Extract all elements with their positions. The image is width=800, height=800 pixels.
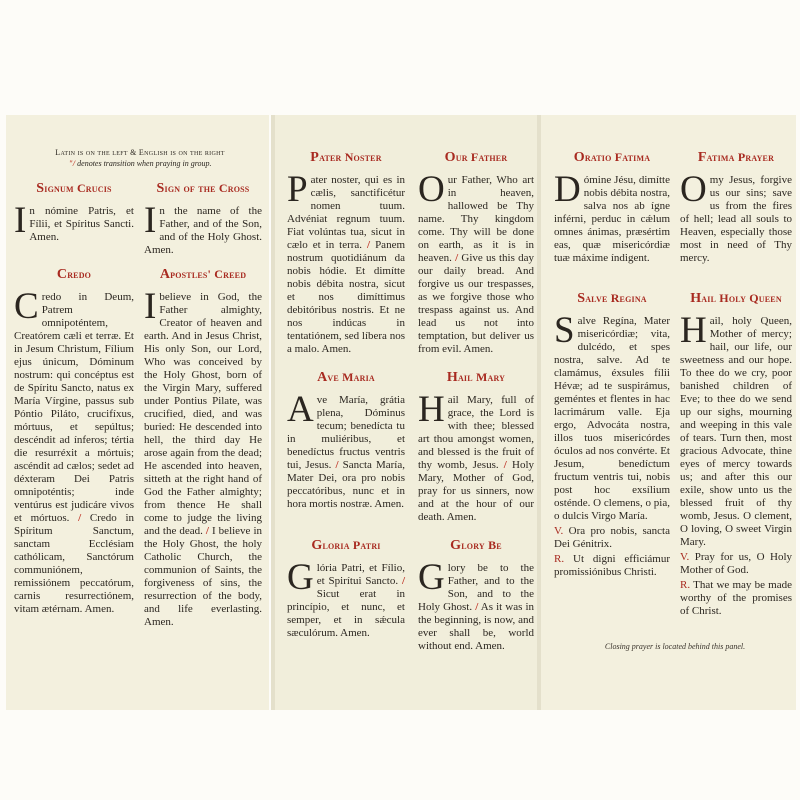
- versicle-text: Pray for us, O Holy Mother of God.: [680, 551, 792, 576]
- prayer-body: Credo in Spíritum Sanctum, sanctam Ecclésiam cathólicam, Sanctórum communiónem, remissiónem peccatórum, carnis resurrectiónem, vitam ætérnam. Amen.: [14, 512, 134, 615]
- prayer-text: [418, 169, 534, 356]
- signum-crucis-section: [14, 181, 134, 244]
- prayer-text: [14, 200, 134, 244]
- prayer-text: [144, 200, 262, 257]
- prayer-body: n nómine Patris, et Fílii, et Spíritus Sancti. Amen.: [29, 205, 134, 243]
- section-title: Pater Noster: [310, 150, 382, 165]
- section-title: Oratio Fatima: [573, 150, 651, 165]
- prayer-body: redo in Deum, Patrem omnipoténtem, Creatórem cæli et terræ. Et in Jesum Christum, Fílium ejus únicum, Dóminum nostrum: qui concéptus est de Spíritu Sancto, natus ex María Vírgine, passus sub Póntio Piláto, crucifíxus, mórtuus, et sepúltus; descéndit ad ínferos; tértia die resurréxit a mórtuis; ascéndit ad cælos; sedet ad déxteram Dei Patris omnipoténtis; inde ventúrus est judicáre vivos et mórtuos.: [14, 291, 134, 524]
- prayer-text: [680, 310, 792, 618]
- transition-note-line: [20, 158, 260, 169]
- prayer-body: ail Mary, full of grace, the Lord is with thee; blessed art thou amongst women, and blessed is the fruit of thy womb, Jesus.: [418, 394, 534, 471]
- prayer-body: lory be to the Father, and to the Son, and to the Holy Ghost.: [418, 562, 534, 613]
- section-title: Glory Be: [450, 538, 502, 553]
- section-title: Salve Regina: [577, 291, 647, 306]
- transition-mark: /: [205, 525, 209, 537]
- section-title: Hail Mary: [446, 370, 506, 385]
- drop-cap: I: [14, 200, 27, 241]
- prayer-text: [144, 286, 263, 629]
- prayer-body: I believe in the Holy Ghost, the holy Catholic Church, the communion of Saints, the forgiveness of sins, the resurrection of the body, and life everlasting. Amen.: [144, 525, 263, 628]
- section-title: Signum Crucis: [36, 181, 112, 196]
- drop-cap: O: [680, 169, 707, 210]
- prayer-text: [554, 169, 670, 265]
- section-title: Hail Holy Queen: [690, 291, 782, 306]
- prayer-body: Sancta María, Mater Dei, ora pro nobis peccatóribus, nunc et in hora mortis nostræ. Amen.: [287, 459, 405, 510]
- prayer-body: believe in God, the Father almighty, Creator of heaven and earth. And in Jesus Christ, His only Son, our Lord, Who was conceived by the Holy Ghost, born of the Virgin Mary, suffered under Pontius Pilate, was crucified, died, and was buried: He descended into hell, the third day He arose again from the dead; He ascended into heaven, sitteth at the right hand of God the Father almighty; from thence He shall come to judge the living and the dead.: [144, 291, 262, 537]
- prayer-body: n the name of the Father, and of the Son, and of the Holy Ghost. Amen.: [144, 205, 262, 256]
- hail-holy-queen-section: [680, 291, 792, 618]
- pater-noster-section: [287, 150, 405, 356]
- versicle-text: Ora pro nobis, sancta Dei Génitrix.: [554, 525, 670, 550]
- section-title: Our Father: [444, 150, 508, 165]
- section-title: Fatima Prayer: [697, 150, 775, 165]
- section-title: Gloria Patri: [311, 538, 381, 553]
- prayer-text: [14, 286, 134, 616]
- prayer-text: [287, 389, 405, 511]
- prayer-body: ail, holy Queen, Mother of mercy; hail, our life, our sweetness and our hope. To thee do we cry, poor banished children of Eve; to thee do we send up our sighs, mourning and weeping in this vale of tears. Turn then, most gracious Advocate, thine eyes of mercy towards us; and after this our exile, show unto us the blessed fruit of thy womb, Jesus. O clement, O loving, O sweet Virgin Mary.: [680, 315, 792, 548]
- section-title: Sign of the Cross: [156, 181, 250, 196]
- prayer-body: As it was in the beginning, is now, and ever shall be, world without end. Amen.: [418, 601, 535, 652]
- fatima-prayer-section: [680, 150, 792, 265]
- oratio-fatima-section: [554, 150, 670, 265]
- prayer-text: [287, 557, 405, 640]
- response-label: R.: [554, 553, 565, 565]
- transition-mark: /: [475, 601, 479, 613]
- prayer-body: Panem nostrum quotidiánum da nobis hódie. Et dimítte nobis débita nostra, sicut et nos dimíttimus debitóribus nostris. Et ne nos indúcas in tentatiónem, sed líbera nos a malo. Amen.: [287, 239, 406, 355]
- section-title: Credo: [56, 267, 92, 282]
- prayer-text: [418, 557, 535, 653]
- ave-maria-section: [287, 370, 405, 511]
- response-text: Ut digni efficiámur promissiónibus Christi.: [554, 553, 671, 578]
- drop-cap: I: [144, 200, 157, 241]
- our-father-section: [418, 150, 534, 356]
- prayer-body: ur Father, Who art in heaven, hallowed be Thy name. Thy kingdom come. Thy will be done on earth, as it is in heaven.: [418, 174, 534, 264]
- drop-cap: D: [554, 169, 581, 210]
- prayer-body: ómine Jésu, dimítte nobis débita nostra, salva nos ab ígne inférni, perduc in cǽlum omnes ánimas, præsértim eas, quæ misericórdiæ tuæ máxime índigent.: [554, 174, 670, 264]
- transition-mark: /: [401, 575, 405, 587]
- hail-mary-section: [418, 370, 534, 524]
- prayer-body: my Jesus, forgive us our sins; save us from the fires of hell; lead all souls to Heaven, especially those most in need of Thy mercy.: [680, 174, 792, 264]
- drop-cap: O: [418, 169, 445, 210]
- prayer-body: ve María, grátia plena, Dóminus tecum; benedícta tu in muliéribus, et benedíctus fructus ventris tui, Jesus.: [287, 394, 405, 471]
- prayer-body: Sicut erat in princípio, et nunc, et semper, et in sǽcula sæculórum. Amen.: [287, 588, 405, 639]
- prayer-body: Holy Mary, Mother of God, pray for us sinners, now and at the hour of our death. Amen.: [418, 459, 535, 523]
- fold-line: [537, 115, 541, 710]
- gloria-patri-section: [287, 538, 405, 640]
- drop-cap: A: [287, 389, 314, 430]
- transition-mark: /: [503, 459, 507, 471]
- versicle-label: V.: [554, 525, 564, 537]
- drop-cap: I: [144, 286, 157, 327]
- fold-line: [271, 115, 275, 710]
- drop-cap: G: [418, 557, 445, 598]
- prayer-text: [418, 389, 535, 524]
- drop-cap: S: [554, 310, 575, 351]
- section-title: Apostles' Creed: [159, 267, 247, 282]
- transition-mark: /: [335, 459, 339, 471]
- prayer-body: ater noster, qui es in cælis, sanctificétur nomen tuum. Advéniat regnum tuum. Fiat volúntas tua, sicut in cælo et in terra.: [287, 174, 405, 251]
- response-text: That we may be made worthy of the promises of Christ.: [680, 579, 792, 617]
- prayer-text: [287, 169, 406, 356]
- transition-mark: "/: [68, 159, 76, 168]
- glory-be-section: [418, 538, 534, 653]
- transition-mark: /: [78, 512, 82, 524]
- prayer-body: alve Regína, Mater misericórdiæ; vita, dulcédo, et spes nostra, salve. Ad te clamámus, éxsules fílii Hévæ; ad te suspirámus, geméntes et flentes in hac lacrimárum valle. Eja ergo, Advocáta nostra, illos tuos misericórdes óculos ad nos convérte. Et Jesum, benedíctum fructum ventris tui, nobis post hoc exsílium osténde. O clemens, o pia, o dulcis Virgo María.: [554, 315, 670, 522]
- drop-cap: H: [680, 310, 707, 351]
- prayer-text: [680, 169, 792, 265]
- drop-cap: C: [14, 286, 39, 327]
- prayer-text: [554, 310, 671, 579]
- versicle-label: V.: [680, 551, 690, 563]
- drop-cap: H: [418, 389, 445, 430]
- drop-cap: P: [287, 169, 308, 210]
- language-note: [20, 147, 260, 169]
- sign-of-cross-section: [144, 181, 262, 257]
- prayer-body: Give us this day our daily bread. And forgive us our trespasses, as we forgive those who trespass against us. And lead us not into temptation, but deliver us from evil. Amen.: [418, 252, 534, 355]
- transition-mark: /: [455, 252, 459, 264]
- language-note-line: Latin is on the left & English is on the right: [55, 148, 225, 157]
- response-label: R.: [680, 579, 691, 591]
- apostles-creed-section: [144, 267, 262, 629]
- prayer-body: lória Patri, et Fílio, et Spirítui Sancto.: [316, 562, 405, 587]
- section-title: Ave Maria: [317, 370, 375, 385]
- closing-prayer-note: Closing prayer is located behind this panel.: [604, 642, 746, 651]
- transition-mark: /: [367, 239, 371, 251]
- credo-section: [14, 267, 134, 616]
- transition-note-text: denotes transition when praying in group.: [75, 159, 212, 168]
- salve-regina-section: [554, 291, 670, 579]
- drop-cap: G: [287, 557, 314, 598]
